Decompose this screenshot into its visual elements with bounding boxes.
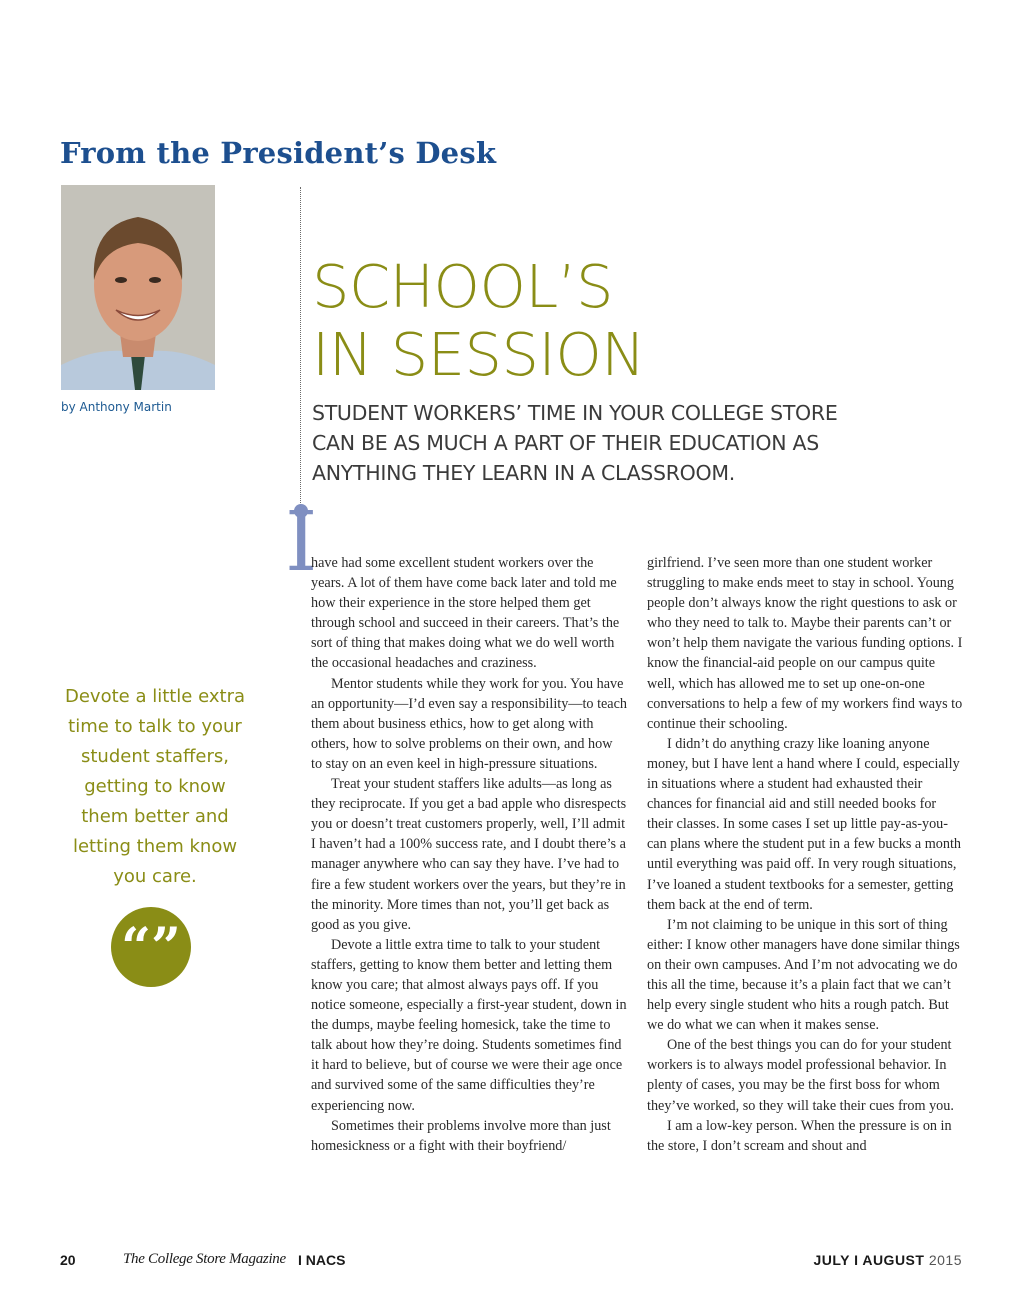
section-title: From the President’s Desk bbox=[60, 136, 497, 170]
headline-line-2: IN SESSION bbox=[312, 320, 645, 389]
pull-quote: Devote a little extra time to talk to your student staffers, getting to know them better and letting them know you care. bbox=[64, 686, 246, 887]
headline bbox=[312, 253, 912, 389]
org-name: I NACS bbox=[298, 1252, 346, 1268]
issue-months: JULY I AUGUST bbox=[813, 1252, 925, 1268]
paragraph: Sometimes their problems involve more than just homesickness or a fight with their boyfriend/ bbox=[311, 1117, 611, 1154]
paragraph: I didn’t do anything crazy like loaning anyone money, but I have lent a hand where I could, especially in situations where a student had exhausted their chances for financial aid and still needed books for their classes. In some cases I set up little pay-as-you-can plans where the student put in a few bucks a month until everything was paid off. In very rough situations, I’ve loaned a student textbooks for a semester, getting them back at the end of term. bbox=[647, 735, 962, 913]
drop-cap: I bbox=[285, 495, 318, 590]
paragraph: have had some excellent student workers over the years. A lot of them have come back later and told me how their experience in the store helped them get through school and succeed in their careers. That’s the sort of thing that makes doing what we do well worth the occasional headaches and craziness. bbox=[311, 555, 620, 672]
quote-icon bbox=[111, 907, 191, 987]
magazine-name: The College Store Magazine bbox=[123, 1251, 286, 1267]
deck-line-1: STUDENT WORKERS’ TIME IN YOUR COLLEGE STORE bbox=[312, 401, 838, 425]
headline-line-1: SCHOOL’S bbox=[312, 252, 613, 321]
deck bbox=[312, 398, 892, 488]
issue-date bbox=[813, 1252, 962, 1268]
paragraph: girlfriend. I’ve seen more than one student worker struggling to make ends meet to stay in school. Young people don’t always know the right questions to ask or who they need to talk to. Maybe their parents can’t or won’t help them navigate the various funding options. I know the financial-aid people on our campus quite well, which has allowed me to set up one-on-one conversations to help a few of my workers find ways to continue their schooling. bbox=[647, 555, 963, 732]
body-column-2 bbox=[647, 553, 963, 1156]
paragraph: I am a low-key person. When the pressure is on in the store, I don’t scream and shout and bbox=[647, 1117, 952, 1154]
paragraph: Devote a little extra time to talk to your student staffers, getting to know them better and letting them know you care; that almost always pays off. If you notice someone, especially a first-year student, down in the dumps, maybe feeling homesick, take the time to talk about how they’re doing. Students sometimes find it hard to believe, but of course we were their age once and survived some of the same difficulties they’re experiencing now. bbox=[311, 936, 627, 1114]
issue-year: 2015 bbox=[928, 1252, 962, 1268]
deck-line-3: ANYTHING THEY LEARN IN A CLASSROOM. bbox=[312, 461, 735, 485]
page-number: 20 bbox=[60, 1252, 76, 1268]
body-column-1 bbox=[311, 553, 627, 1156]
paragraph: Treat your student staffers like adults—as long as they reciprocate. If you get a bad apple who disrespects you or doesn’t treat customers properly, well, I’ll admit I haven’t had a 100% success rate, and I doubt there’s a manager anywhere who can say they have. I’ve had to fire a few student workers over the years, but they’re in the minority. More times than not, you’ll get back as good as you give. bbox=[311, 776, 627, 933]
paragraph: I’m not claiming to be unique in this sort of thing either: I know other managers have done similar things on their own campuses. And I’m not advocating we do this all the time, because it’s a plain fact that we can’t help every single student who hits a rough patch. But we do what we can when it makes sense. bbox=[647, 916, 960, 1034]
quote-glyph: “” bbox=[121, 917, 181, 978]
byline: by Anthony Martin bbox=[61, 400, 172, 414]
paragraph: Mentor students while they work for you. You have an opportunity—I’d even say a responsibility—to teach them about business ethics, how to get along with others, how to solve problems on their own, and how to stay on an even keel in high-pressure situations. bbox=[311, 675, 627, 772]
author-photo bbox=[61, 185, 215, 390]
paragraph: One of the best things you can do for your student workers is to always model professional behavior. In plenty of cases, you may be the first boss for whom they’ve worked, so they will take their cues from you. bbox=[647, 1037, 954, 1114]
deck-line-2: CAN BE AS MUCH A PART OF THEIR EDUCATION AS bbox=[312, 431, 819, 455]
divider-line bbox=[300, 187, 301, 505]
